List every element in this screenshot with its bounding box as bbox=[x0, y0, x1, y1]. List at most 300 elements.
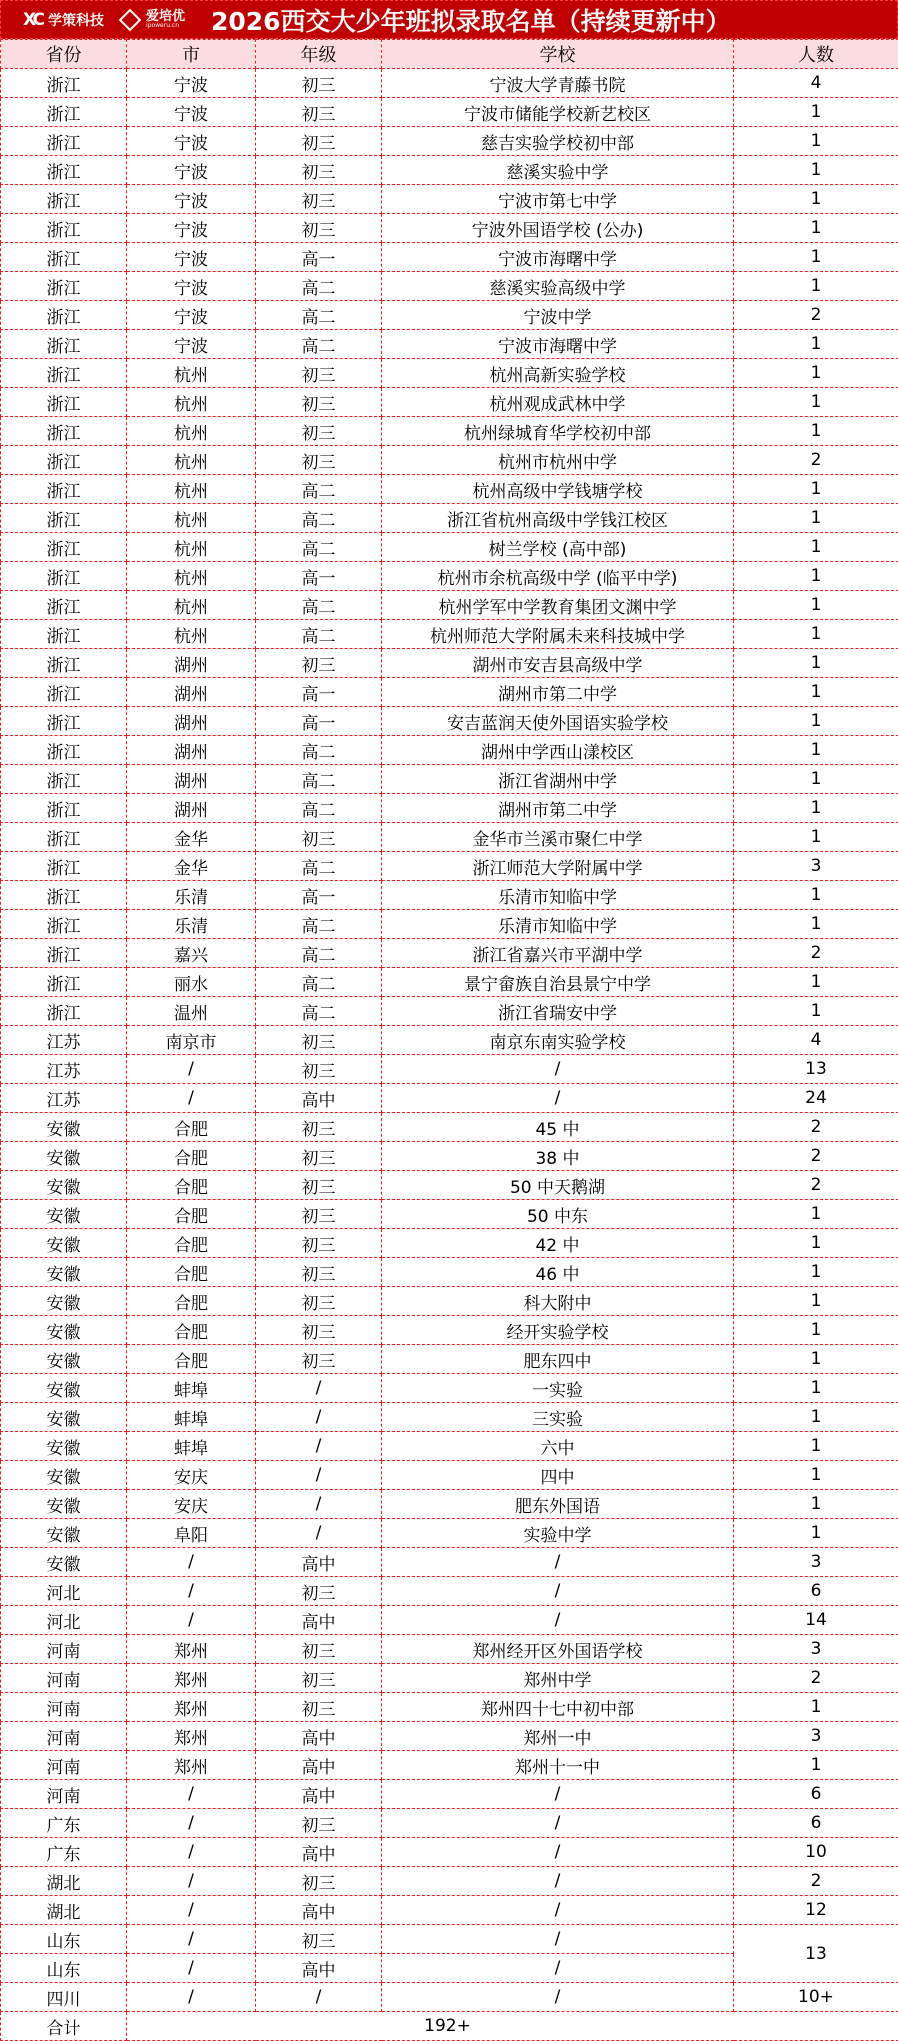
grade-cell: 高一 bbox=[256, 707, 382, 736]
count-cell: 1 bbox=[734, 765, 898, 794]
count-cell: 2 bbox=[734, 1142, 898, 1171]
province-cell: 江苏 bbox=[1, 1084, 127, 1113]
table-row bbox=[1, 1055, 898, 1084]
grade-cell: 高中 bbox=[256, 1606, 382, 1635]
count-cell: 10 bbox=[734, 1838, 898, 1867]
table-row bbox=[1, 1200, 898, 1229]
grade-cell: 初三 bbox=[256, 1026, 382, 1055]
province-cell: 安徽 bbox=[1, 1287, 127, 1316]
city-cell: 宁波 bbox=[127, 272, 256, 301]
school-cell: 郑州十一中 bbox=[382, 1751, 734, 1780]
city-cell: 湖州 bbox=[127, 765, 256, 794]
city-cell: / bbox=[127, 1606, 256, 1635]
school-cell: / bbox=[382, 1548, 734, 1577]
count-cell: 2 bbox=[734, 1867, 898, 1896]
table-row bbox=[1, 591, 898, 620]
province-cell: 浙江 bbox=[1, 591, 127, 620]
province-cell: 浙江 bbox=[1, 417, 127, 446]
city-cell: 乐清 bbox=[127, 910, 256, 939]
province-cell: 浙江 bbox=[1, 69, 127, 98]
school-cell: 乐清市知临中学 bbox=[382, 881, 734, 910]
city-cell: 宁波 bbox=[127, 243, 256, 272]
province-cell: 安徽 bbox=[1, 1490, 127, 1519]
city-cell: 宁波 bbox=[127, 185, 256, 214]
province-cell: 浙江 bbox=[1, 301, 127, 330]
province-cell: 安徽 bbox=[1, 1519, 127, 1548]
city-cell: 温州 bbox=[127, 997, 256, 1026]
province-cell: 广东 bbox=[1, 1838, 127, 1867]
table-row bbox=[1, 1751, 898, 1780]
city-cell: 乐清 bbox=[127, 881, 256, 910]
table-row bbox=[1, 1983, 898, 2012]
count-cell: 1 bbox=[734, 417, 898, 446]
grade-cell: 高二 bbox=[256, 852, 382, 881]
city-cell: 合肥 bbox=[127, 1171, 256, 1200]
aipeiyou-logo bbox=[122, 10, 185, 29]
grade-cell: 初三 bbox=[256, 1635, 382, 1664]
grade-cell: 初三 bbox=[256, 1577, 382, 1606]
grade-cell: / bbox=[256, 1432, 382, 1461]
province-cell: 山东 bbox=[1, 1954, 127, 1983]
province-cell: 浙江 bbox=[1, 388, 127, 417]
grade-cell: 初三 bbox=[256, 1200, 382, 1229]
table-row bbox=[1, 1722, 898, 1751]
province-cell: 浙江 bbox=[1, 823, 127, 852]
table-row bbox=[1, 1229, 898, 1258]
count-cell: 1 bbox=[734, 823, 898, 852]
table-row bbox=[1, 533, 898, 562]
school-cell: 宁波中学 bbox=[382, 301, 734, 330]
count-cell: 1 bbox=[734, 475, 898, 504]
table-row bbox=[1, 1316, 898, 1345]
city-cell: 杭州 bbox=[127, 446, 256, 475]
table-row bbox=[1, 823, 898, 852]
table-row bbox=[1, 1287, 898, 1316]
table-header-row bbox=[1, 40, 898, 69]
aipeiyou-logo-icon bbox=[119, 8, 142, 31]
grade-cell: 初三 bbox=[256, 388, 382, 417]
table-row bbox=[1, 910, 898, 939]
province-cell: 湖北 bbox=[1, 1867, 127, 1896]
count-cell: 4 bbox=[734, 69, 898, 98]
school-cell: 慈溪实验中学 bbox=[382, 156, 734, 185]
grade-cell: 初三 bbox=[256, 1258, 382, 1287]
city-cell: 杭州 bbox=[127, 533, 256, 562]
province-cell: 浙江 bbox=[1, 997, 127, 1026]
count-cell: 1 bbox=[734, 997, 898, 1026]
grade-cell: / bbox=[256, 1403, 382, 1432]
count-cell: 1 bbox=[734, 649, 898, 678]
count-cell: 1 bbox=[734, 127, 898, 156]
province-cell: 浙江 bbox=[1, 156, 127, 185]
province-cell: 浙江 bbox=[1, 330, 127, 359]
grade-cell: 高一 bbox=[256, 243, 382, 272]
table-row bbox=[1, 301, 898, 330]
table-row bbox=[1, 649, 898, 678]
city-cell: 郑州 bbox=[127, 1722, 256, 1751]
school-cell: 宁波大学青藤书院 bbox=[382, 69, 734, 98]
count-cell: 1 bbox=[734, 620, 898, 649]
school-cell: / bbox=[382, 1896, 734, 1925]
city-cell: 宁波 bbox=[127, 156, 256, 185]
province-cell: 浙江 bbox=[1, 446, 127, 475]
header-school: 学校 bbox=[382, 40, 734, 69]
city-cell: 金华 bbox=[127, 852, 256, 881]
table-row bbox=[1, 417, 898, 446]
school-cell: / bbox=[382, 1577, 734, 1606]
xuece-logo-name: 学策科技 bbox=[47, 12, 104, 29]
province-cell: 河北 bbox=[1, 1606, 127, 1635]
school-cell: 宁波市储能学校新艺校区 bbox=[382, 98, 734, 127]
xuece-logo bbox=[23, 10, 104, 30]
header-province: 省份 bbox=[1, 40, 127, 69]
grade-cell: 初三 bbox=[256, 127, 382, 156]
school-cell: / bbox=[382, 1983, 734, 2012]
count-cell: 1 bbox=[734, 1693, 898, 1722]
table-row bbox=[1, 1548, 898, 1577]
province-cell: 河南 bbox=[1, 1722, 127, 1751]
city-cell: 蚌埠 bbox=[127, 1432, 256, 1461]
province-cell: 浙江 bbox=[1, 127, 127, 156]
grade-cell: 高二 bbox=[256, 620, 382, 649]
table-row bbox=[1, 968, 898, 997]
school-cell: 湖州中学西山漾校区 bbox=[382, 736, 734, 765]
school-cell: 金华市兰溪市聚仁中学 bbox=[382, 823, 734, 852]
school-cell: 浙江省嘉兴市平湖中学 bbox=[382, 939, 734, 968]
city-cell: 郑州 bbox=[127, 1693, 256, 1722]
total-row bbox=[1, 2012, 898, 2041]
grade-cell: 高二 bbox=[256, 301, 382, 330]
province-cell: 江苏 bbox=[1, 1026, 127, 1055]
count-cell: 1 bbox=[734, 707, 898, 736]
table-row bbox=[1, 359, 898, 388]
grade-cell: 初三 bbox=[256, 156, 382, 185]
count-cell: 2 bbox=[734, 1664, 898, 1693]
grade-cell: 高二 bbox=[256, 939, 382, 968]
province-cell: 安徽 bbox=[1, 1171, 127, 1200]
table-row bbox=[1, 1258, 898, 1287]
table-row bbox=[1, 1867, 898, 1896]
table-row bbox=[1, 1026, 898, 1055]
grade-cell: 初三 bbox=[256, 1664, 382, 1693]
city-cell: 蚌埠 bbox=[127, 1374, 256, 1403]
school-cell: / bbox=[382, 1954, 734, 1983]
city-cell: 宁波 bbox=[127, 69, 256, 98]
count-cell: 3 bbox=[734, 1548, 898, 1577]
grade-cell: 高一 bbox=[256, 562, 382, 591]
table-row bbox=[1, 98, 898, 127]
province-cell: 四川 bbox=[1, 1983, 127, 2012]
count-cell: 1 bbox=[734, 1258, 898, 1287]
province-cell: 浙江 bbox=[1, 736, 127, 765]
province-cell: 浙江 bbox=[1, 272, 127, 301]
table-row bbox=[1, 214, 898, 243]
school-cell: 宁波外国语学校 (公办) bbox=[382, 214, 734, 243]
grade-cell: 初三 bbox=[256, 1287, 382, 1316]
city-cell: 湖州 bbox=[127, 678, 256, 707]
school-cell: 浙江省瑞安中学 bbox=[382, 997, 734, 1026]
grade-cell: 初三 bbox=[256, 1345, 382, 1374]
city-cell: 湖州 bbox=[127, 736, 256, 765]
count-cell: 2 bbox=[734, 939, 898, 968]
count-cell: 2 bbox=[734, 301, 898, 330]
school-cell: 杭州绿城育华学校初中部 bbox=[382, 417, 734, 446]
school-cell: 浙江师范大学附属中学 bbox=[382, 852, 734, 881]
province-cell: 浙江 bbox=[1, 968, 127, 997]
grade-cell: 初三 bbox=[256, 1055, 382, 1084]
grade-cell: 初三 bbox=[256, 823, 382, 852]
grade-cell: 初三 bbox=[256, 1113, 382, 1142]
province-cell: 浙江 bbox=[1, 359, 127, 388]
province-cell: 安徽 bbox=[1, 1142, 127, 1171]
school-cell: / bbox=[382, 1867, 734, 1896]
school-cell: / bbox=[382, 1838, 734, 1867]
grade-cell: 高二 bbox=[256, 794, 382, 823]
province-cell: 安徽 bbox=[1, 1548, 127, 1577]
aipeiyou-logo-url: ipoweru.cn bbox=[145, 22, 180, 29]
school-cell: 肥东四中 bbox=[382, 1345, 734, 1374]
province-cell: 安徽 bbox=[1, 1403, 127, 1432]
table-row bbox=[1, 1896, 898, 1925]
province-cell: 浙江 bbox=[1, 475, 127, 504]
province-cell: 湖北 bbox=[1, 1896, 127, 1925]
province-cell: 浙江 bbox=[1, 533, 127, 562]
grade-cell: 初三 bbox=[256, 1693, 382, 1722]
table-row bbox=[1, 1461, 898, 1490]
school-cell: 50 中东 bbox=[382, 1200, 734, 1229]
table-row bbox=[1, 736, 898, 765]
table-row bbox=[1, 881, 898, 910]
city-cell: / bbox=[127, 1867, 256, 1896]
count-cell: 1 bbox=[734, 1751, 898, 1780]
table-row bbox=[1, 997, 898, 1026]
grade-cell: 高二 bbox=[256, 475, 382, 504]
grade-cell: 初三 bbox=[256, 1142, 382, 1171]
grade-cell: 高中 bbox=[256, 1954, 382, 1983]
count-cell: 3 bbox=[734, 1635, 898, 1664]
school-cell: 科大附中 bbox=[382, 1287, 734, 1316]
table-row bbox=[1, 1838, 898, 1867]
table-row bbox=[1, 185, 898, 214]
school-cell: / bbox=[382, 1809, 734, 1838]
table-row bbox=[1, 794, 898, 823]
school-cell: 湖州市安吉县高级中学 bbox=[382, 649, 734, 678]
province-cell: 浙江 bbox=[1, 562, 127, 591]
header-count: 人数 bbox=[734, 40, 898, 69]
count-cell: 1 bbox=[734, 968, 898, 997]
table-row bbox=[1, 1780, 898, 1809]
city-cell: / bbox=[127, 1055, 256, 1084]
province-cell: 安徽 bbox=[1, 1374, 127, 1403]
city-cell: / bbox=[127, 1084, 256, 1113]
school-cell: 宁波市第七中学 bbox=[382, 185, 734, 214]
school-cell: 浙江省杭州高级中学钱江校区 bbox=[382, 504, 734, 533]
header-grade: 年级 bbox=[256, 40, 382, 69]
province-cell: 安徽 bbox=[1, 1258, 127, 1287]
province-cell: 浙江 bbox=[1, 504, 127, 533]
count-cell: 24 bbox=[734, 1084, 898, 1113]
grade-cell: 高中 bbox=[256, 1548, 382, 1577]
province-cell: 河北 bbox=[1, 1577, 127, 1606]
city-cell: 宁波 bbox=[127, 301, 256, 330]
school-cell: 郑州经开区外国语学校 bbox=[382, 1635, 734, 1664]
school-cell: 南京东南实验学校 bbox=[382, 1026, 734, 1055]
city-cell: / bbox=[127, 1983, 256, 2012]
aipeiyou-logo-name: 爱培优 bbox=[145, 9, 185, 24]
xuece-logo-mark: XC bbox=[23, 9, 42, 30]
table-row bbox=[1, 1925, 898, 1954]
grade-cell: 初三 bbox=[256, 649, 382, 678]
city-cell: 蚌埠 bbox=[127, 1403, 256, 1432]
province-cell: 河南 bbox=[1, 1635, 127, 1664]
grade-cell: 高二 bbox=[256, 736, 382, 765]
city-cell: / bbox=[127, 1548, 256, 1577]
table-row bbox=[1, 678, 898, 707]
grade-cell: 初三 bbox=[256, 1925, 382, 1954]
school-cell: 50 中天鹅湖 bbox=[382, 1171, 734, 1200]
school-cell: / bbox=[382, 1780, 734, 1809]
table-row bbox=[1, 1606, 898, 1635]
grade-cell: 高中 bbox=[256, 1896, 382, 1925]
city-cell: 金华 bbox=[127, 823, 256, 852]
province-cell: 浙江 bbox=[1, 214, 127, 243]
school-cell: 45 中 bbox=[382, 1113, 734, 1142]
title-bar bbox=[0, 0, 898, 39]
count-cell: 1 bbox=[734, 214, 898, 243]
count-cell: 1 bbox=[734, 910, 898, 939]
province-cell: 浙江 bbox=[1, 649, 127, 678]
grade-cell: 高二 bbox=[256, 765, 382, 794]
province-cell: 浙江 bbox=[1, 881, 127, 910]
province-cell: 河南 bbox=[1, 1664, 127, 1693]
province-cell: 安徽 bbox=[1, 1432, 127, 1461]
count-cell: 6 bbox=[734, 1809, 898, 1838]
city-cell: / bbox=[127, 1925, 256, 1954]
school-cell: / bbox=[382, 1925, 734, 1954]
province-cell: 山东 bbox=[1, 1925, 127, 1954]
city-cell: 郑州 bbox=[127, 1635, 256, 1664]
grade-cell: 高中 bbox=[256, 1084, 382, 1113]
grade-cell: 高中 bbox=[256, 1780, 382, 1809]
city-cell: 合肥 bbox=[127, 1142, 256, 1171]
grade-cell: 高二 bbox=[256, 968, 382, 997]
grade-cell: 初三 bbox=[256, 359, 382, 388]
school-cell: 杭州高新实验学校 bbox=[382, 359, 734, 388]
province-cell: 浙江 bbox=[1, 765, 127, 794]
count-cell: 1 bbox=[734, 1403, 898, 1432]
table-row bbox=[1, 475, 898, 504]
city-cell: 合肥 bbox=[127, 1316, 256, 1345]
count-cell: 6 bbox=[734, 1780, 898, 1809]
school-cell: 宁波市海曙中学 bbox=[382, 330, 734, 359]
school-cell: 湖州市第二中学 bbox=[382, 678, 734, 707]
grade-cell: / bbox=[256, 1519, 382, 1548]
city-cell: 宁波 bbox=[127, 127, 256, 156]
count-cell: 1 bbox=[734, 794, 898, 823]
province-cell: 安徽 bbox=[1, 1113, 127, 1142]
province-cell: 安徽 bbox=[1, 1345, 127, 1374]
table-row bbox=[1, 1432, 898, 1461]
school-cell: 杭州学军中学教育集团文渊中学 bbox=[382, 591, 734, 620]
count-cell: 2 bbox=[734, 1113, 898, 1142]
table-row bbox=[1, 504, 898, 533]
school-cell: 杭州市余杭高级中学 (临平中学) bbox=[382, 562, 734, 591]
school-cell: / bbox=[382, 1055, 734, 1084]
city-cell: 合肥 bbox=[127, 1287, 256, 1316]
city-cell: 杭州 bbox=[127, 417, 256, 446]
grade-cell: / bbox=[256, 1490, 382, 1519]
grade-cell: 初三 bbox=[256, 1229, 382, 1258]
school-cell: 38 中 bbox=[382, 1142, 734, 1171]
grade-cell: 初三 bbox=[256, 446, 382, 475]
grade-cell: / bbox=[256, 1374, 382, 1403]
grade-cell: 高中 bbox=[256, 1838, 382, 1867]
grade-cell: 初三 bbox=[256, 98, 382, 127]
grade-cell: 初三 bbox=[256, 417, 382, 446]
province-cell: 浙江 bbox=[1, 98, 127, 127]
school-cell: 慈溪实验高级中学 bbox=[382, 272, 734, 301]
province-cell: 浙江 bbox=[1, 185, 127, 214]
grade-cell: 初三 bbox=[256, 69, 382, 98]
city-cell: 湖州 bbox=[127, 649, 256, 678]
city-cell: 宁波 bbox=[127, 98, 256, 127]
city-cell: 杭州 bbox=[127, 591, 256, 620]
city-cell: 宁波 bbox=[127, 214, 256, 243]
table-row bbox=[1, 388, 898, 417]
province-cell: 浙江 bbox=[1, 620, 127, 649]
school-cell: 宁波市海曙中学 bbox=[382, 243, 734, 272]
city-cell: 合肥 bbox=[127, 1229, 256, 1258]
table-row bbox=[1, 69, 898, 98]
grade-cell: 初三 bbox=[256, 1171, 382, 1200]
table-row bbox=[1, 1403, 898, 1432]
count-cell: 1 bbox=[734, 243, 898, 272]
school-cell: 杭州师范大学附属未来科技城中学 bbox=[382, 620, 734, 649]
city-cell: / bbox=[127, 1577, 256, 1606]
city-cell: 湖州 bbox=[127, 707, 256, 736]
count-cell: 1 bbox=[734, 533, 898, 562]
count-cell: 1 bbox=[734, 504, 898, 533]
school-cell: 郑州一中 bbox=[382, 1722, 734, 1751]
school-cell: / bbox=[382, 1606, 734, 1635]
grade-cell: 高一 bbox=[256, 678, 382, 707]
school-cell: 六中 bbox=[382, 1432, 734, 1461]
city-cell: 杭州 bbox=[127, 388, 256, 417]
school-cell: 郑州四十七中初中部 bbox=[382, 1693, 734, 1722]
count-cell: 13 bbox=[734, 1925, 898, 1983]
grade-cell: 高二 bbox=[256, 330, 382, 359]
province-cell: 浙江 bbox=[1, 678, 127, 707]
table-row bbox=[1, 156, 898, 185]
table-row bbox=[1, 939, 898, 968]
count-cell: 2 bbox=[734, 1171, 898, 1200]
count-cell: 10+ bbox=[734, 1983, 898, 2012]
table-row bbox=[1, 1490, 898, 1519]
table-row bbox=[1, 330, 898, 359]
grade-cell: 初三 bbox=[256, 214, 382, 243]
count-cell: 1 bbox=[734, 1374, 898, 1403]
count-cell: 1 bbox=[734, 562, 898, 591]
province-cell: 河南 bbox=[1, 1693, 127, 1722]
city-cell: 安庆 bbox=[127, 1490, 256, 1519]
city-cell: 杭州 bbox=[127, 359, 256, 388]
count-cell: 13 bbox=[734, 1055, 898, 1084]
city-cell: 合肥 bbox=[127, 1345, 256, 1374]
count-cell: 1 bbox=[734, 1490, 898, 1519]
city-cell: 郑州 bbox=[127, 1751, 256, 1780]
city-cell: 郑州 bbox=[127, 1664, 256, 1693]
count-cell: 1 bbox=[734, 156, 898, 185]
